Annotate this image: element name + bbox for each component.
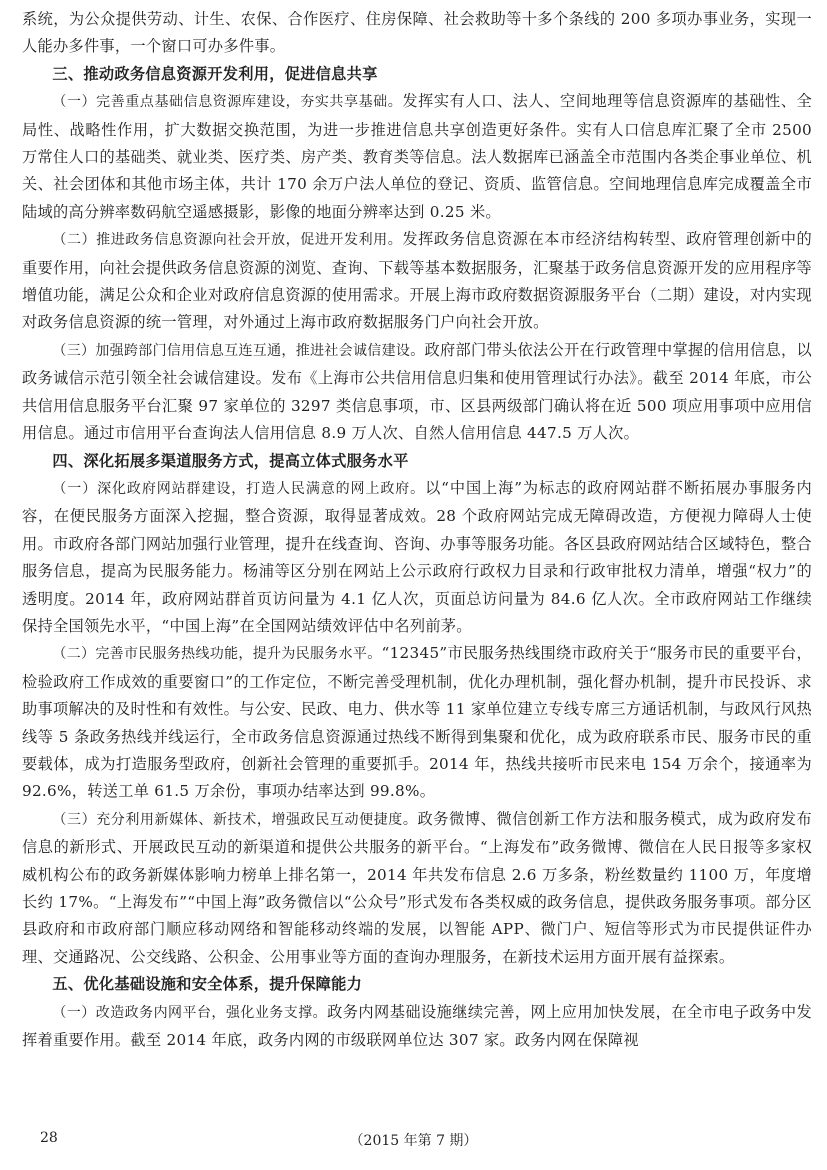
body-paragraph xyxy=(22,6,812,61)
paragraph-text: 以“中国上海”为标志的政府网站群不断拓展办事服务内容，在便民服务方面深入挖掘，整合资源，取得显著成效。28 个政府网站完成无障碍改造，方便视力障碍人士使用。市政府各部门网站加强行业管理，提升在线查询、咨询、办事等服务功能。各区县政府网站结合区域特色，整合服务信息，提高为民服务能力。杨浦等区分别在网站上公示政府行政权力目录和行政审批权力清单，增强“权力”的透明度。2014 年，政府网站群首页访问量为 4.1 亿人次，页面总访问量为 84.6 亿人次。全市政府网站工作继续保持全国领先水平，“中国上海”在全国网站绩效评估中名列前茅。 xyxy=(22,478,812,635)
subsection-lead: （一）完善重点基础信息资源库建设，夯实共享基础。 xyxy=(52,94,403,111)
paragraph-text: “12345”市民服务热线围绕市政府关于“服务市民的重要平台，检验政府工作成效的重要窗口”的工作定位，不断完善受理机制，优化办理机制，强化督办机制，提升市民投诉、求助事项解决的及时性和有效性。与公安、民政、电力、供水等 11 家单位建立专线专席三方通话机制，与政风行风热线等 5 条政务热线并线运行，全市政务信息资源通过热线不断得到集聚和优化，成为政府联系市民、服务市民的重要载体，成为打造服务型政府，创新社会管理的重要抓手。2014 年，热线共接听市民来电 154 万余个，接通率为 92.6%，转送工单 61.5 万余份，事项办结率达到 99.8%。 xyxy=(22,644,812,801)
paragraph-text: 政务微博、微信创新工作方法和服务模式，成为政府发布信息的新形式、开展政民互动的新渠道和提供公共服务的新平台。“上海发布”政务微博、微信在人民日报等多家权威机构公布的政务新媒体影响力榜单上排名第一，2014 年共发布信息 2.6 万多条，粉丝数量约 1100 万，年度增长约 17%。“上海发布”“中国上海”政务微信以“公众号”形式发布各类权威的政务信息，提供政务服务事项。部分区县政府和市政府部门顺应移动网络和智能移动终端的发展，以智能 APP、微门户、短信等形式为市民提供证件办理、交通路况、公交线路、公积金、公用事业等方面的查询办理服务，在新技术运用方面开展有益探索。 xyxy=(22,809,813,966)
paragraph-text: 发挥实有人口、法人、空间地理等信息资源库的基础性、全局性、战略性作用，扩大数据交换范围，为进一步推进信息共享创造更好条件。实有人口信息库汇聚了全市 2500 万常住人口的基础类、就业类、医疗类、房产类、教育类等信息。法人数据库已涵盖全市范围内各类企事业单位、机关、社会团体和其他市场主体，共计 170 余万户法人单位的登记、资质、监管信息。空间地理信息库完成覆盖全市陆域的高分辨率数码航空遥感摄影，影像的地面分辨率达到 0.25 米。 xyxy=(22,92,812,221)
body-paragraph xyxy=(22,640,812,805)
subsection-lead: （二）推进政务信息资源向社会开放，促进开发利用。 xyxy=(52,232,403,249)
page-footer xyxy=(0,1128,827,1152)
subsection-lead: （三）充分利用新媒体、新技术，增强政民互动便捷度。 xyxy=(52,811,418,828)
body-paragraph xyxy=(22,226,812,337)
paragraph-text: 系统，为公众提供劳动、计生、农保、合作医疗、住房保障、社会救助等十多个条线的 200 多项办事业务，实现一人能办多件事，一个窗口可办多件事。 xyxy=(22,10,812,56)
subsection-lead: （一）深化政府网站群建设，打造人民满意的网上政府。 xyxy=(52,480,426,497)
section-heading: 四、深化拓展多渠道服务方式，提高立体式服务水平 xyxy=(52,451,409,470)
body-paragraph xyxy=(22,88,812,226)
subsection-lead: （三）加强跨部门信用信息互连互通，推进社会诚信建设。 xyxy=(52,342,425,359)
paragraph-text: 发挥政务信息资源在本市经济结构转型、政府管理创新中的重要作用，向社会提供政务信息资源的浏览、查询、下载等基本数据服务，汇聚基于政务信息资源开发的应用程序等增值功能，满足公众和企业对政府信息资源的使用需求。开展上海市政府数据资源服务平台（二期）建设，对内实现对政务信息资源的统一管理，对外通过上海市政府数据服务门户向社会开放。 xyxy=(22,230,812,332)
section-heading: 三、推动政务信息资源开发利用，促进信息共享 xyxy=(52,64,378,83)
page-number: 28 xyxy=(40,1130,58,1146)
paragraph-text: 政务内网基础设施继续完善，网上应用加快发展，在全市电子政务中发挥着重要作用。截至 2014 年底，政务内网的市级联网单位达 307 家。政务内网在保障视 xyxy=(22,1002,812,1050)
section-heading: 五、优化基础设施和安全体系，提升保障能力 xyxy=(52,975,363,994)
body-paragraph xyxy=(22,999,812,1055)
body-paragraph xyxy=(22,337,812,448)
document-page xyxy=(22,6,812,1054)
issue-label: （2015 年第 7 期） xyxy=(349,1133,478,1149)
subsection-lead: （二）完善市民服务热线功能，提升为民服务水平。 xyxy=(52,646,382,663)
body-paragraph xyxy=(22,806,812,971)
paragraph-text: 政府部门带头依法公开在行政管理中掌握的信用信息，以政务诚信示范引领全社会诚信建设。发布《上海市公共信用信息归集和使用管理试行办法》。截至 2014 年底，市公共信用信息服务平台汇聚 97 家单位的 3297 类信息事项，市、区县两级部门确认将在近 500 项应用事项中应用信用信息。通过市信用平台查询法人信用信息 8.9 万人次、自然人信用信息 447.5 万人次。 xyxy=(22,340,812,443)
subsection-lead: （一）改造政务内网平台，强化业务支撑。 xyxy=(52,1004,328,1021)
body-paragraph xyxy=(22,475,812,640)
